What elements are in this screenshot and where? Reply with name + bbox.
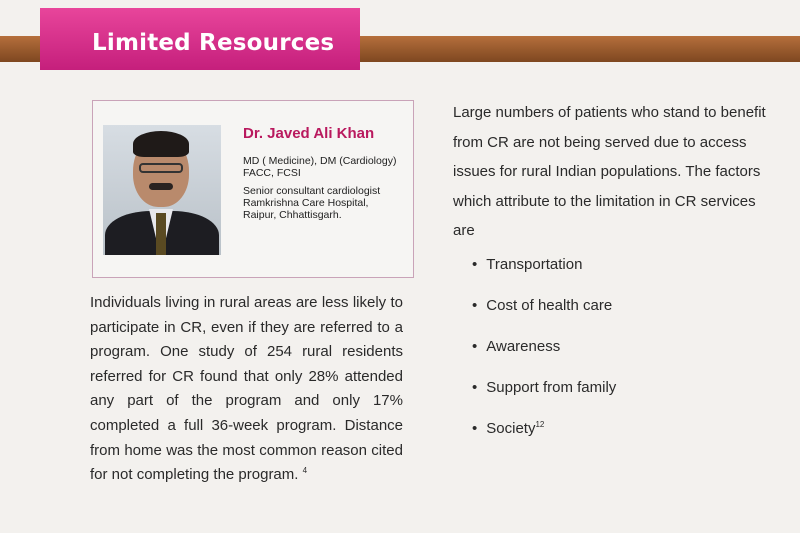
reference-marker: 12 xyxy=(535,420,545,429)
author-name: Dr. Javed Ali Khan xyxy=(243,125,375,142)
author-hospital: Ramkrishna Care Hospital, xyxy=(243,197,369,209)
list-item: • Society$^{12}$ xyxy=(472,416,616,457)
author-location: Raipur, Chhattisgarh. xyxy=(243,209,342,221)
author-photo xyxy=(103,125,221,255)
author-fellowships: FACC, FCSI xyxy=(243,167,301,179)
reference-marker: 4 xyxy=(302,466,308,476)
list-item: • Support from family xyxy=(472,375,616,416)
access-issues-paragraph: Large numbers of patients who stand to benefit from CR are not being served due to access issues for rural Indian populations. The factors which attribute to the limitation in CR services are xyxy=(453,104,766,239)
author-position: Senior consultant cardiologist xyxy=(243,185,381,197)
list-item: • Cost of health care xyxy=(472,293,616,334)
author-qualifications: MD ( Medicine), DM (Cardiology) xyxy=(243,155,397,167)
list-item: • Transportation xyxy=(472,252,616,293)
section-title: Limited Resources xyxy=(92,30,335,56)
rural-participation-paragraph: Individuals living in rural areas are less likely to participate in CR, even if they are referred to a program. One study of 254 rural residents referred for CR found that only 28% attended any part of the program and only 17% completed a full 36-week program. Distance from home was the most common reason cited for not completing the program. $^4$ xyxy=(90,294,403,484)
limiting-factors-list xyxy=(472,252,616,457)
list-item: • Awareness xyxy=(472,334,616,375)
author-profile-card xyxy=(92,100,414,278)
